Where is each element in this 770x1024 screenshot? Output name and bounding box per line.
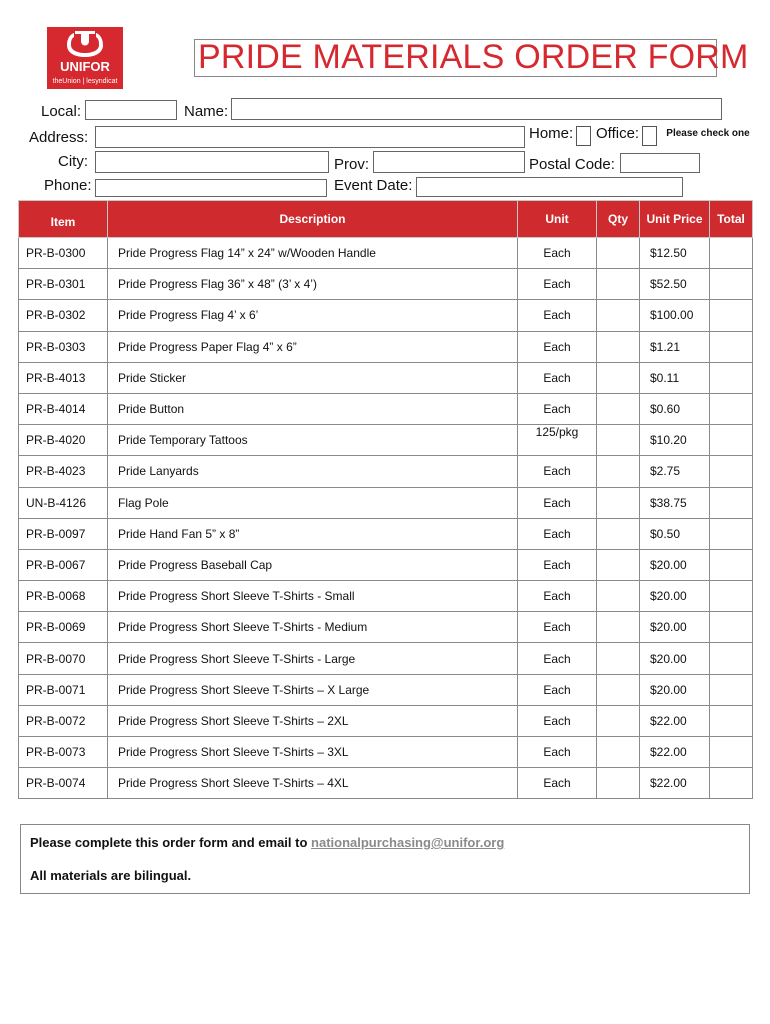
unit-price: $1.21 [640,331,710,362]
total-cell [710,362,753,393]
name-input[interactable] [231,98,722,120]
item-code: PR-B-0301 [19,269,108,300]
table-row [19,518,753,549]
header-qty: Qty [597,201,640,238]
phone-input[interactable] [95,179,327,197]
unit-price: $20.00 [640,612,710,643]
address-label: Address: [29,129,89,146]
item-code: PR-B-0070 [19,643,108,674]
total-cell [710,674,753,705]
item-code: PR-B-0097 [19,518,108,549]
item-unit: Each [518,768,597,799]
qty-input[interactable] [597,362,640,393]
table-row [19,425,753,456]
item-description: Pride Progress Paper Flag 4” x 6” [108,331,518,362]
unit-price: $20.00 [640,674,710,705]
item-description: Pride Progress Short Sleeve T-Shirts - Small [108,581,518,612]
unifor-logo [47,27,123,89]
total-cell [710,737,753,768]
total-cell [710,518,753,549]
item-description: Flag Pole [108,487,518,518]
item-description: Pride Progress Flag 36” x 48” (3’ x 4’) [108,269,518,300]
total-cell [710,238,753,269]
table-row [19,393,753,424]
address-input[interactable] [95,126,525,148]
check-note: Please check one [666,128,750,139]
table-row [19,581,753,612]
total-cell [710,705,753,736]
table-row [19,705,753,736]
form-title: PRIDE MATERIALS ORDER FORM [198,38,749,76]
item-description: Pride Progress Short Sleeve T-Shirts - Large [108,643,518,674]
table-row [19,737,753,768]
item-unit: Each [518,362,597,393]
unit-price: $12.50 [640,238,710,269]
unit-price: $20.00 [640,643,710,674]
order-table [18,200,753,799]
total-cell [710,300,753,331]
table-row [19,331,753,362]
item-unit: Each [518,518,597,549]
qty-input[interactable] [597,549,640,580]
item-code: PR-B-4013 [19,362,108,393]
item-unit: Each [518,581,597,612]
event-date-input[interactable] [416,177,683,197]
table-row [19,549,753,580]
unit-price: $38.75 [640,487,710,518]
item-description: Pride Progress Short Sleeve T-Shirts – 2XL [108,705,518,736]
item-unit: Each [518,238,597,269]
item-unit: Each [518,300,597,331]
qty-input[interactable] [597,425,640,456]
unit-price: $22.00 [640,737,710,768]
phone-label: Phone: [44,177,92,194]
unit-price: $2.75 [640,456,710,487]
item-description: Pride Progress Short Sleeve T-Shirts - Medium [108,612,518,643]
unit-price: $52.50 [640,269,710,300]
event-date-label: Event Date: [334,177,413,194]
prov-input[interactable] [373,151,525,173]
local-input[interactable] [85,100,177,120]
total-cell [710,549,753,580]
header-unit: Unit [518,201,597,238]
office-label: Office: [596,125,640,142]
item-code: PR-B-0300 [19,238,108,269]
table-header-row [19,201,753,238]
email-link[interactable]: nationalpurchasing@unifor.org [311,835,505,850]
item-unit: Each [518,612,597,643]
item-unit: Each [518,549,597,580]
total-cell [710,331,753,362]
unit-price: $0.50 [640,518,710,549]
item-description: Pride Progress Flag 4’ x 6’ [108,300,518,331]
item-unit: Each [518,705,597,736]
prov-label: Prov: [334,156,370,173]
qty-input[interactable] [597,518,640,549]
qty-input[interactable] [597,643,640,674]
item-unit-text: 125/pkg [535,425,579,440]
item-description: Pride Temporary Tattoos [108,425,518,456]
home-checkbox[interactable] [576,126,591,146]
item-description: Pride Progress Baseball Cap [108,549,518,580]
item-unit: Each [518,331,597,362]
item-code: UN-B-4126 [19,487,108,518]
unit-price: $22.00 [640,768,710,799]
table-row [19,643,753,674]
table-row [19,362,753,393]
footer-instruction [30,835,504,850]
item-code: PR-B-4020 [19,425,108,456]
unit-price: $20.00 [640,581,710,612]
header-unit-price: Unit Price [640,201,710,238]
table-row [19,456,753,487]
home-label: Home: [529,125,574,142]
total-cell [710,581,753,612]
postal-code-input[interactable] [620,153,700,173]
instruction-text: Please complete this order form and email to [30,835,312,850]
table-row [19,300,753,331]
unit-price: $0.11 [640,362,710,393]
item-description: Pride Button [108,393,518,424]
unit-price: $22.00 [640,705,710,736]
item-code: PR-B-0071 [19,674,108,705]
qty-input[interactable] [597,269,640,300]
total-cell [710,269,753,300]
item-code: PR-B-0074 [19,768,108,799]
item-description: Pride Hand Fan 5” x 8” [108,518,518,549]
item-unit: Each [518,674,597,705]
total-cell [710,425,753,456]
local-label: Local: [41,103,82,120]
total-cell [710,612,753,643]
qty-input[interactable] [597,300,640,331]
item-unit: Each [518,643,597,674]
office-checkbox[interactable] [642,126,657,146]
item-unit: Each [518,737,597,768]
postal-code-label: Postal Code: [529,156,615,173]
city-label: City: [58,153,88,170]
item-unit: Each [518,487,597,518]
qty-input[interactable] [597,737,640,768]
total-cell [710,487,753,518]
table-row [19,269,753,300]
unit-price: $10.20 [640,425,710,456]
qty-input[interactable] [597,768,640,799]
table-row [19,487,753,518]
logo-tagline: theUnion | lesyndicat [52,78,118,85]
item-code: PR-B-4023 [19,456,108,487]
unit-price: $100.00 [640,300,710,331]
qty-input[interactable] [597,705,640,736]
name-label: Name: [184,103,229,120]
unit-price: $0.60 [640,393,710,424]
qty-input[interactable] [597,487,640,518]
item-unit: Each [518,393,597,424]
qty-input[interactable] [597,456,640,487]
item-code: PR-B-0068 [19,581,108,612]
item-description: Pride Progress Short Sleeve T-Shirts – 4XL [108,768,518,799]
total-cell [710,643,753,674]
header-description: Description [108,201,518,238]
item-unit: Each [518,269,597,300]
item-description: Pride Progress Short Sleeve T-Shirts – X Large [108,674,518,705]
unit-price: $20.00 [640,549,710,580]
bilingual-note: All materials are bilingual. [30,868,192,883]
city-input[interactable] [95,151,329,173]
item-code: PR-B-4014 [19,393,108,424]
qty-input[interactable] [597,581,640,612]
total-cell [710,456,753,487]
item-description: Pride Sticker [108,362,518,393]
qty-input[interactable] [597,238,640,269]
table-row [19,674,753,705]
item-unit: Each [518,456,597,487]
header-item: Item [19,201,108,238]
item-code: PR-B-0069 [19,612,108,643]
header-total: Total [710,201,753,238]
total-cell [710,393,753,424]
item-description: Pride Lanyards [108,456,518,487]
table-row [19,768,753,799]
item-unit [518,425,597,456]
item-code: PR-B-0067 [19,549,108,580]
table-row [19,238,753,269]
item-code: PR-B-0072 [19,705,108,736]
qty-input[interactable] [597,674,640,705]
item-code: PR-B-0073 [19,737,108,768]
item-description: Pride Progress Flag 14” x 24” w/Wooden Handle [108,238,518,269]
qty-input[interactable] [597,393,640,424]
item-description: Pride Progress Short Sleeve T-Shirts – 3XL [108,737,518,768]
total-cell [710,768,753,799]
qty-input[interactable] [597,612,640,643]
item-code: PR-B-0302 [19,300,108,331]
item-code: PR-B-0303 [19,331,108,362]
qty-input[interactable] [597,331,640,362]
table-row [19,612,753,643]
logo-brand: UNIFOR [60,59,110,74]
